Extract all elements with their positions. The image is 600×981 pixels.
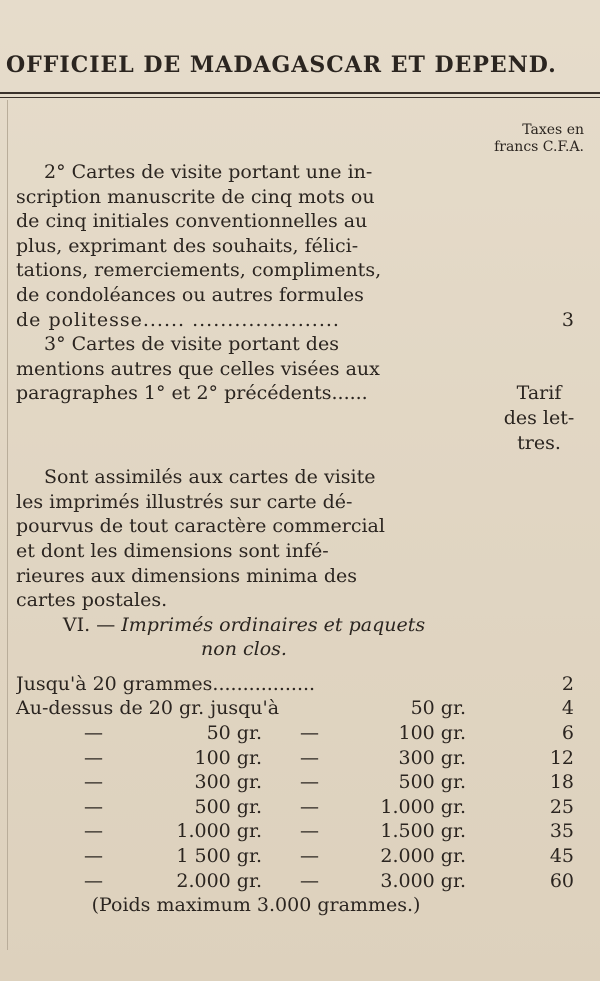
footer-note-line xyxy=(16,893,586,918)
text: de politesse...... ..................... xyxy=(16,308,340,331)
rate-row xyxy=(16,869,586,894)
dash: — xyxy=(84,771,103,794)
rate-to: 1.500 gr. xyxy=(380,820,466,843)
text: les imprimés illustrés sur carte dé- xyxy=(16,490,353,513)
rate-row xyxy=(16,721,586,746)
text-line xyxy=(16,308,586,333)
rate-value: 6 xyxy=(561,722,574,745)
rate-value: 18 xyxy=(549,771,574,794)
text-line xyxy=(16,160,586,185)
text: rieures aux dimensions minima des xyxy=(16,564,358,587)
rate-value: 2 xyxy=(561,672,574,695)
rate-from: 2.000 gr. xyxy=(176,869,262,892)
text-line xyxy=(16,514,586,539)
rate-to: 1.000 gr. xyxy=(380,795,466,818)
text-line xyxy=(16,564,586,589)
text: cartes postales. xyxy=(16,589,168,612)
section-title xyxy=(16,637,586,662)
dash: — xyxy=(84,746,103,769)
text-line xyxy=(16,209,586,234)
rate-row xyxy=(16,696,586,721)
tarif-line: des let- xyxy=(503,406,575,429)
rate-value: 35 xyxy=(549,820,574,843)
text-line xyxy=(16,431,586,456)
rate-value: 25 xyxy=(549,795,574,818)
text: 2° Cartes de visite portant une in- xyxy=(44,161,373,183)
document-body xyxy=(16,160,586,918)
rate-value: 60 xyxy=(549,869,574,892)
footer-note: (Poids maximum 3.000 grammes.) xyxy=(91,894,421,917)
dash: — xyxy=(84,795,103,818)
rate-row xyxy=(16,844,586,869)
rate-to: 50 gr. xyxy=(410,697,466,720)
text: plus, exprimant des souhaits, félici- xyxy=(16,234,359,257)
text-line xyxy=(16,588,586,613)
header-rule-thick xyxy=(0,92,600,94)
text: pourvus de tout caractère commercial xyxy=(16,515,385,538)
rate-row xyxy=(16,770,586,795)
rate-value: 45 xyxy=(549,845,574,868)
text: de cinq initiales conventionnelles au xyxy=(16,210,368,233)
text: tations, remerciements, compliments, xyxy=(16,259,382,282)
rate-row xyxy=(16,746,586,771)
rate-from: 500 gr. xyxy=(194,795,262,818)
text-line xyxy=(16,406,586,431)
dash: — xyxy=(84,869,103,892)
text: paragraphes 1° et 2° précédents...... xyxy=(16,382,368,405)
dash: — xyxy=(300,771,319,794)
dash: — xyxy=(300,820,319,843)
text-line xyxy=(16,332,586,357)
rate-to: 3.000 gr. xyxy=(380,869,466,892)
tarif-line: tres. xyxy=(517,431,561,454)
rate-row xyxy=(16,819,586,844)
rate-row xyxy=(16,795,586,820)
dash: — xyxy=(84,722,103,745)
rate-value: 12 xyxy=(549,746,574,769)
text-line xyxy=(16,283,586,308)
rate-to: 2.000 gr. xyxy=(380,845,466,868)
rate-from: 1.000 gr. xyxy=(176,820,262,843)
section-title-prefix: VI. — xyxy=(62,613,122,636)
left-column-rule xyxy=(7,100,8,950)
rate-to: 500 gr. xyxy=(398,771,466,794)
text-line xyxy=(16,357,586,382)
text: Sont assimilés aux cartes de visite xyxy=(44,466,376,489)
text: scription manuscrite de cinq mots ou xyxy=(16,185,375,208)
text-line xyxy=(16,258,586,283)
text-line xyxy=(16,381,586,406)
rate-row xyxy=(16,672,586,697)
rate-label: Au-dessus de 20 gr. jusqu'à xyxy=(16,697,280,720)
dash: — xyxy=(300,795,319,818)
rate-from: 1 500 gr. xyxy=(176,845,262,868)
tax-value: 3 xyxy=(561,308,574,331)
dash: — xyxy=(300,845,319,868)
text-line xyxy=(16,234,586,259)
rate-from: 50 gr. xyxy=(206,722,262,745)
section-title-italic: Imprimés ordinaires et paquets xyxy=(121,613,426,636)
text: de condoléances ou autres formules xyxy=(16,283,364,306)
text: et dont les dimensions sont infé- xyxy=(16,539,329,562)
text-line xyxy=(16,539,586,564)
rate-label: Jusqu'à 20 grammes................. xyxy=(16,672,316,695)
dash: — xyxy=(300,869,319,892)
dash: — xyxy=(300,746,319,769)
column-header-line1: Taxes en xyxy=(522,122,584,138)
rate-to: 100 gr. xyxy=(398,722,466,745)
spacer xyxy=(16,662,586,672)
page-header: OFFICIEL DE MADAGASCAR ET DEPEND. xyxy=(6,52,557,78)
section-title xyxy=(16,613,586,638)
rate-from: 100 gr. xyxy=(194,746,262,769)
text-line xyxy=(16,465,586,490)
spacer xyxy=(16,455,586,465)
text: mentions autres que celles visées aux xyxy=(16,357,380,380)
dash: — xyxy=(84,845,103,868)
rate-to: 300 gr. xyxy=(398,746,466,769)
section-title-line1 xyxy=(16,613,472,637)
column-header xyxy=(424,122,584,156)
header-rule-thin xyxy=(0,97,600,98)
dash: — xyxy=(84,820,103,843)
section-title-line2: non clos. xyxy=(201,638,287,661)
column-header-line2: francs C.F.A. xyxy=(494,139,584,155)
rate-from: 300 gr. xyxy=(194,771,262,794)
text: 3° Cartes de visite portant des xyxy=(44,333,339,356)
text-line xyxy=(16,490,586,515)
tarif-line: Tarif xyxy=(516,382,562,405)
dash: — xyxy=(300,722,319,745)
text-line xyxy=(16,185,586,210)
rate-value: 4 xyxy=(561,697,574,720)
